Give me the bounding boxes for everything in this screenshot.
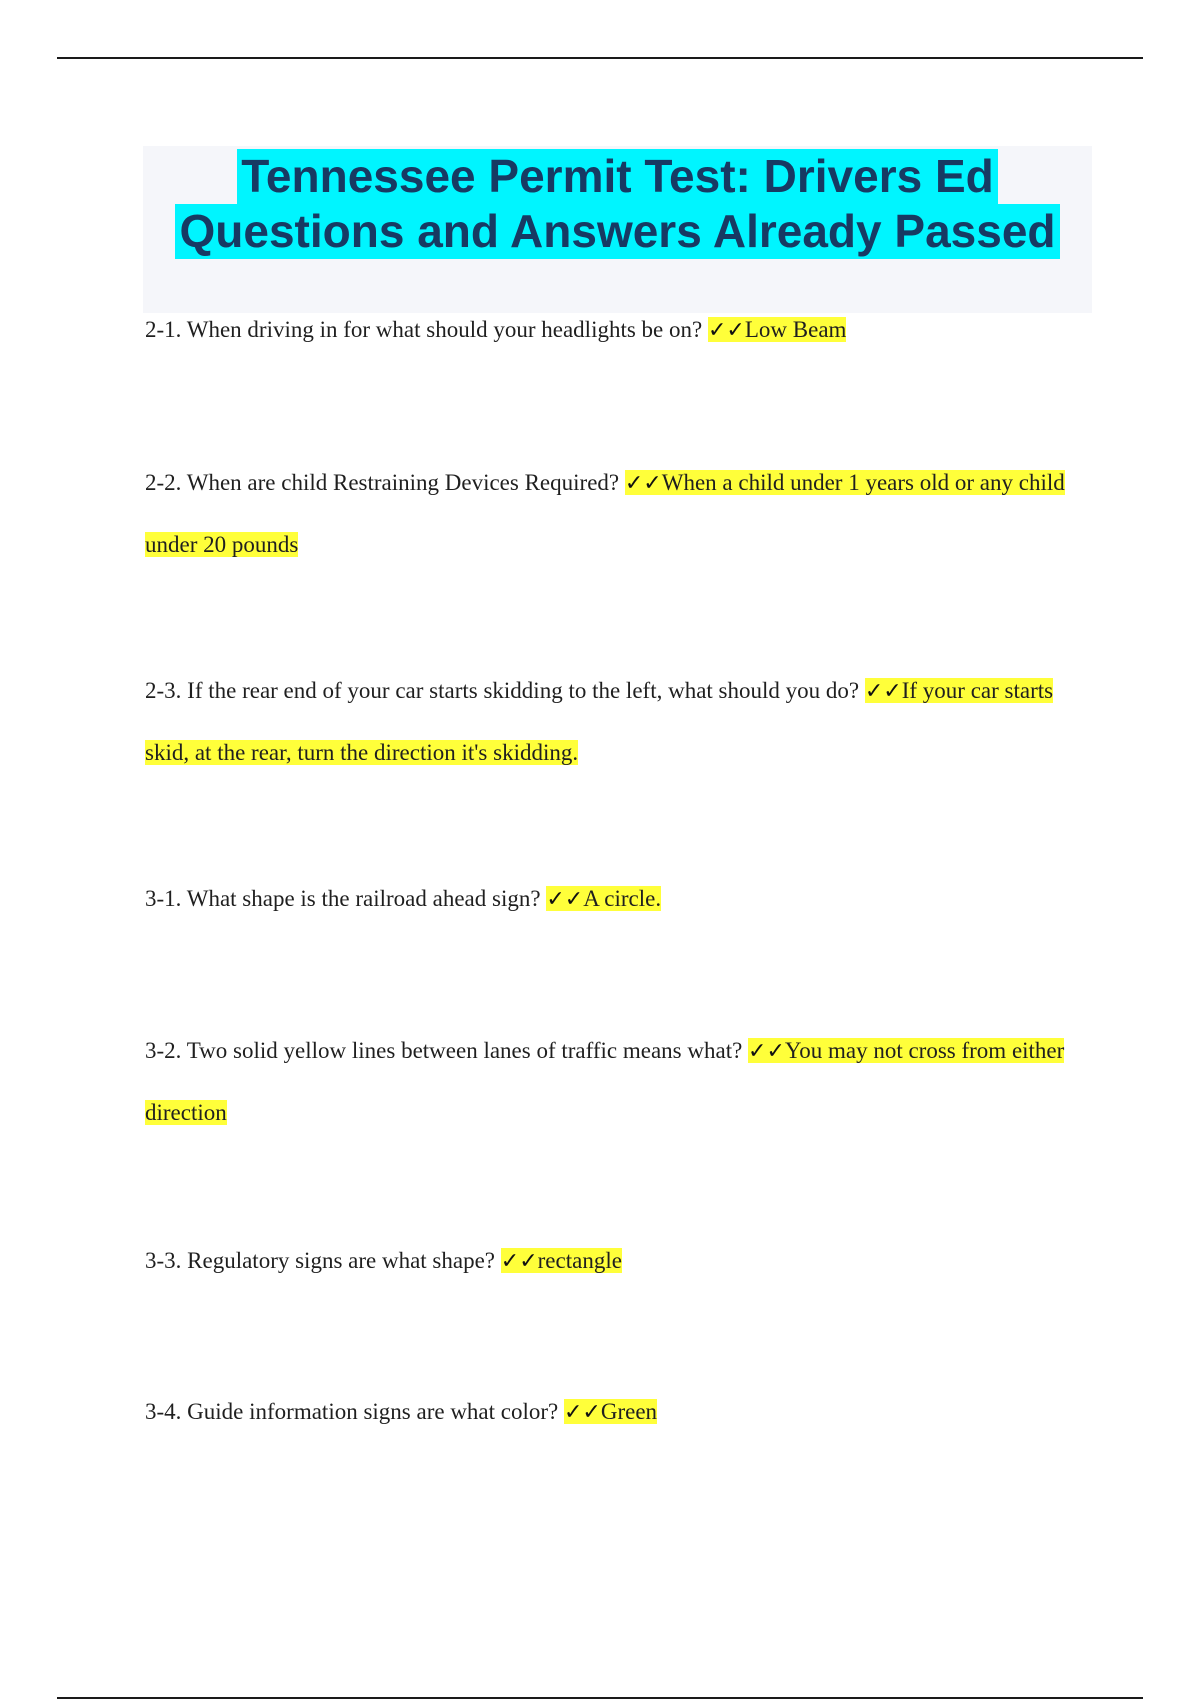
answer-highlight xyxy=(708,317,846,342)
answer-text: Low Beam xyxy=(744,317,847,342)
question-text: 3-3. Regulatory signs are what shape? xyxy=(145,1248,496,1273)
answer-text: When a child under 1 years old or any child under 20 pounds xyxy=(145,470,1065,557)
qa-item-3-2 xyxy=(145,1020,1075,1143)
question-text: 2-2. When are child Restraining Devices Required? xyxy=(145,470,620,495)
qa-item-3-1 xyxy=(145,868,1075,930)
answer-text: You may not cross from either direction xyxy=(145,1038,1065,1125)
answer-highlight xyxy=(501,1248,622,1273)
question-text: 3-1. What shape is the railroad ahead sign? xyxy=(145,886,541,911)
title-line-1: Tennessee Permit Test: Drivers Ed xyxy=(237,149,998,204)
answer-text: Green xyxy=(600,1399,658,1424)
qa-item-2-2 xyxy=(145,452,1075,575)
answer-text: If your car starts skid, at the rear, turn the direction it's skidding. xyxy=(145,678,1054,765)
qa-item-3-3 xyxy=(145,1230,1075,1292)
answer-text: rectangle xyxy=(537,1248,622,1273)
answer-highlight xyxy=(546,886,661,911)
question-text: 2-3. If the rear end of your car starts skidding to the left, what should you do? xyxy=(145,678,860,703)
double-check-icon: ✓✓ xyxy=(500,1249,538,1274)
double-check-icon: ✓✓ xyxy=(707,318,745,343)
question-text: 2-1. When driving in for what should your headlights be on? xyxy=(145,317,703,342)
double-check-icon: ✓✓ xyxy=(748,1039,785,1064)
title-box xyxy=(143,146,1092,313)
title-line-2: Questions and Answers Already Passed xyxy=(175,204,1059,259)
qa-item-3-4 xyxy=(145,1381,1075,1443)
question-text: 3-4. Guide information signs are what color? xyxy=(145,1399,559,1424)
answer-text: A circle. xyxy=(583,886,662,911)
double-check-icon: ✓✓ xyxy=(564,1400,601,1425)
question-text: 3-2. Two solid yellow lines between lanes of traffic means what? xyxy=(145,1038,743,1063)
double-check-icon: ✓✓ xyxy=(864,679,902,704)
document-title xyxy=(143,146,1092,259)
header-rule xyxy=(57,57,1143,59)
qa-item-2-3 xyxy=(145,660,1075,783)
answer-highlight xyxy=(564,1399,657,1424)
footer-rule xyxy=(57,1697,1143,1699)
double-check-icon: ✓✓ xyxy=(624,471,662,496)
qa-item-2-1 xyxy=(145,299,1075,361)
double-check-icon: ✓✓ xyxy=(546,887,584,912)
